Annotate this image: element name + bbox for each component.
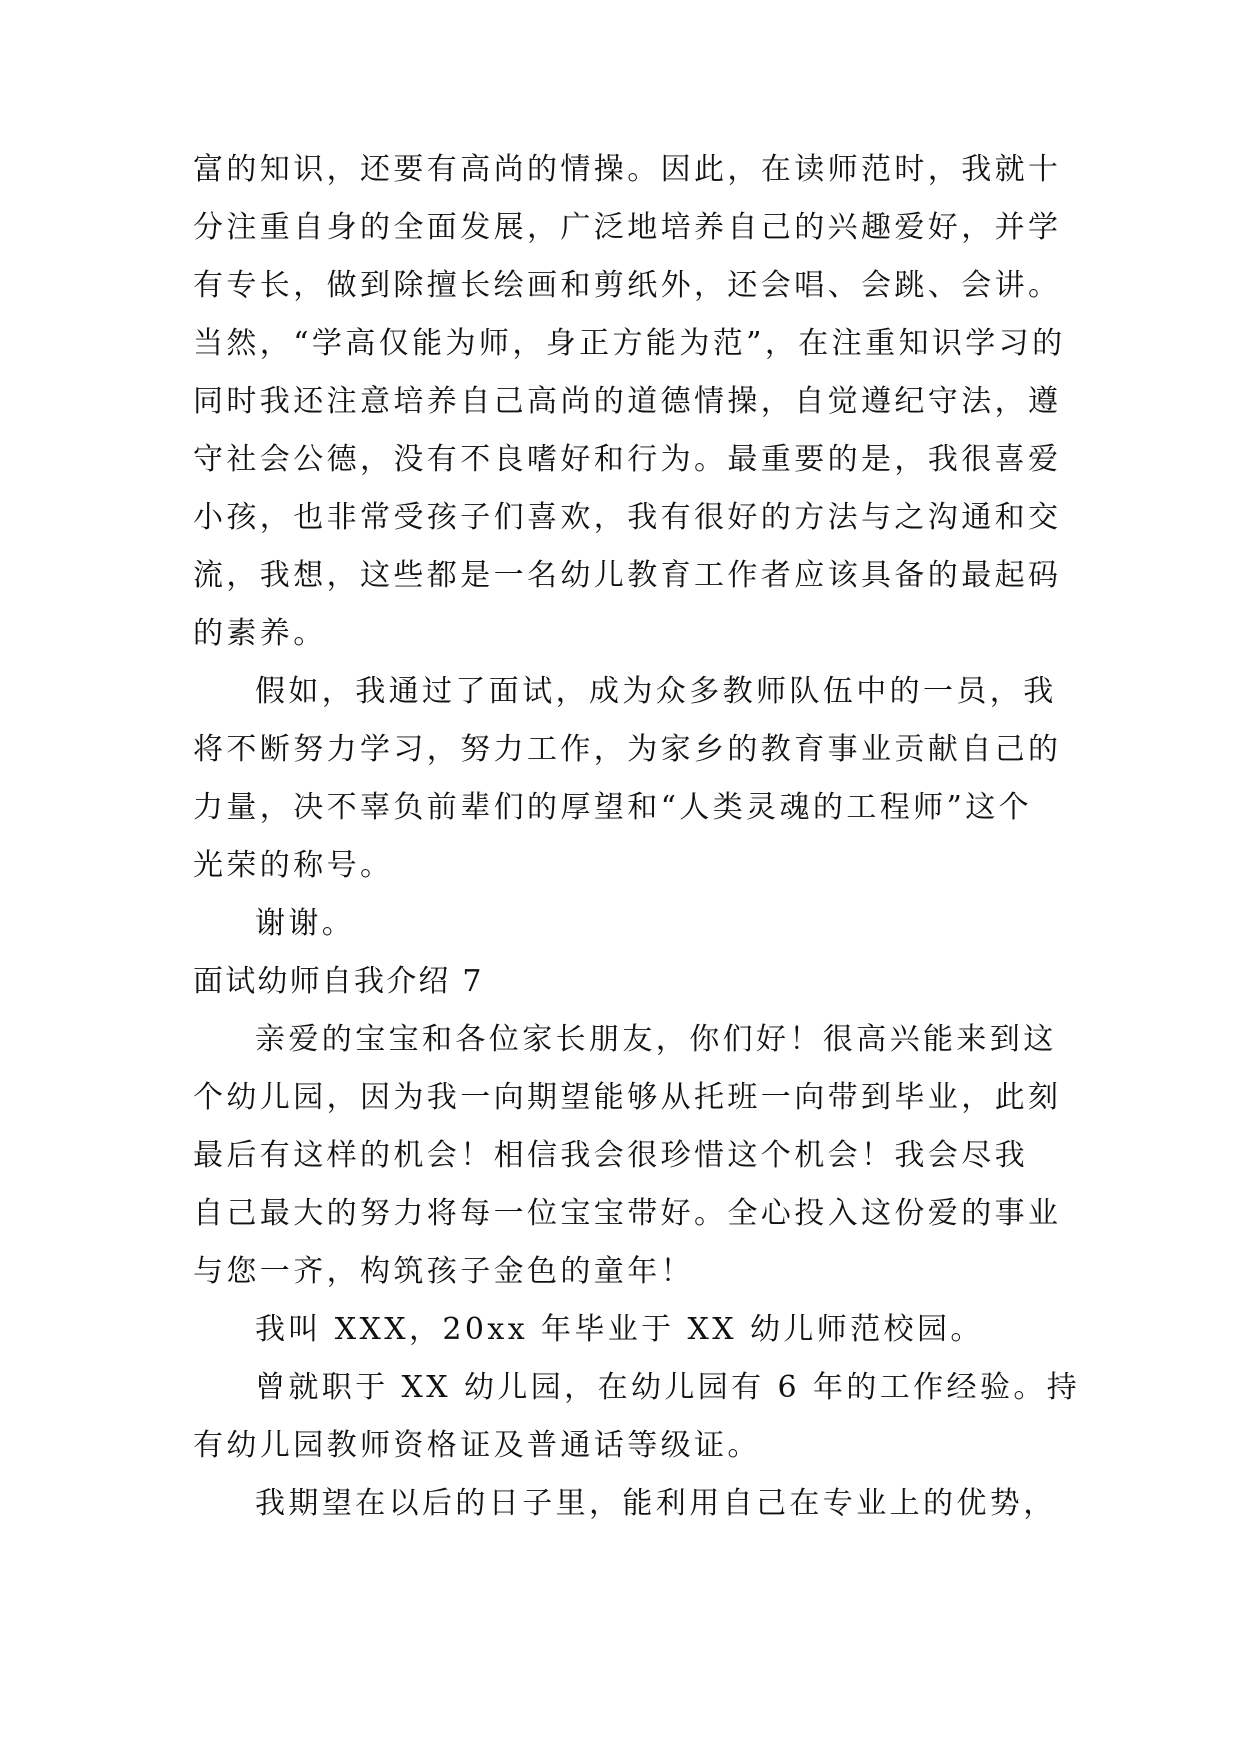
- paragraph-first-line: 假如，我通过了面试，成为众多教师队伍中的一员，我: [255, 674, 1057, 709]
- body-text-line: 个幼儿园，因为我一向期望能够从托班一向带到毕业，此刻: [193, 1080, 1062, 1115]
- body-text-line: 同时我还注意培养自己高尚的道德情操，自觉遵纪守法，遵: [193, 384, 1062, 419]
- body-text-line: 自己最大的努力将每一位宝宝带好。全心投入这份爱的事业: [193, 1196, 1062, 1231]
- paragraph-first-line: 我叫 XXX，20xx 年毕业于 XX 幼儿师范校园。: [255, 1312, 984, 1347]
- section-heading: 面试幼师自我介绍 7: [193, 964, 484, 999]
- body-text-line: 与您一齐，构筑孩子金色的童年！: [193, 1254, 694, 1289]
- body-text-line: 当然，“学高仅能为师，身正方能为范”，在注重知识学习的: [193, 326, 1066, 361]
- body-text-line: 流，我想，这些都是一名幼儿教育工作者应该具备的最起码: [193, 558, 1062, 593]
- paragraph-first-line: 我期望在以后的日子里，能利用自己在专业上的优势，: [255, 1486, 1057, 1521]
- body-text-line: 的素养。: [193, 616, 327, 651]
- body-text-line: 有幼儿园教师资格证及普通话等级证。: [193, 1428, 761, 1463]
- body-text-line: 分注重自身的全面发展，广泛地培养自己的兴趣爱好，并学: [193, 210, 1062, 245]
- body-text-line: 富的知识，还要有高尚的情操。因此，在读师范时，我就十: [193, 152, 1062, 187]
- body-text-line: 将不断努力学习，努力工作，为家乡的教育事业贡献自己的: [193, 732, 1062, 767]
- body-text-line: 小孩，也非常受孩子们喜欢，我有很好的方法与之沟通和交: [193, 500, 1062, 535]
- body-text-line: 守社会公德，没有不良嗜好和行为。最重要的是，我很喜爱: [193, 442, 1062, 477]
- body-text-line: 光荣的称号。: [193, 848, 394, 883]
- paragraph-first-line: 亲爱的宝宝和各位家长朋友，你们好！很高兴能来到这: [255, 1022, 1057, 1057]
- body-text-line: 最后有这样的机会！相信我会很珍惜这个机会！我会尽我: [193, 1138, 1028, 1173]
- paragraph-first-line: 曾就职于 XX 幼儿园，在幼儿园有 6 年的工作经验。持: [255, 1370, 1081, 1405]
- body-text-line: 有专长，做到除擅长绘画和剪纸外，还会唱、会跳、会讲。: [193, 268, 1062, 303]
- body-text-line: 力量，决不辜负前辈们的厚望和“人类灵魂的工程师”这个: [193, 790, 1033, 825]
- closing-line: 谢谢。: [255, 906, 356, 941]
